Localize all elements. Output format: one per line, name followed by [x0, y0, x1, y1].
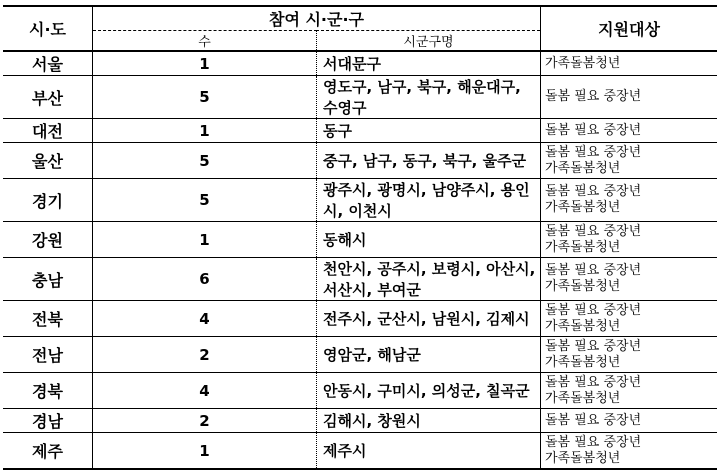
cities-cell: 동해시	[317, 222, 541, 258]
support-cell	[541, 76, 718, 119]
region-cell: 경남	[3, 409, 93, 433]
region-cell: 전북	[3, 301, 93, 337]
support-cell	[541, 119, 718, 143]
support-cell	[541, 433, 718, 470]
support-target: 돌봄 필요 중장년	[545, 302, 642, 318]
support-cell	[541, 51, 718, 76]
region-cell: 경북	[3, 373, 93, 409]
region-cell: 부산	[3, 76, 93, 119]
cities-cell: 동구	[317, 119, 541, 143]
count-cell: 1	[93, 433, 317, 470]
support-target: 가족돌봄청년	[545, 354, 621, 370]
region-cell: 전남	[3, 337, 93, 373]
support-cell	[541, 301, 718, 337]
support-target: 돌봄 필요 중장년	[545, 412, 642, 428]
table-row	[3, 119, 717, 143]
region-cell: 대전	[3, 119, 93, 143]
count-cell: 1	[93, 119, 317, 143]
support-target: 가족돌봄청년	[545, 450, 621, 466]
table-row	[3, 51, 717, 76]
support-target: 가족돌봄청년	[545, 55, 621, 71]
count-cell: 4	[93, 301, 317, 337]
support-target: 돌봄 필요 중장년	[545, 434, 642, 450]
table-row	[3, 76, 717, 119]
header-participation: 참여 시·군·구	[93, 6, 541, 31]
support-target: 돌봄 필요 중장년	[545, 223, 642, 239]
support-target: 가족돌봄청년	[545, 318, 621, 334]
header-region: 시·도	[3, 6, 93, 51]
region-cell: 서울	[3, 51, 93, 76]
cities-cell: 전주시, 군산시, 남원시, 김제시	[317, 301, 541, 337]
count-cell: 1	[93, 51, 317, 76]
count-cell: 2	[93, 337, 317, 373]
table-row	[3, 373, 717, 409]
cities-cell: 김해시, 창원시	[317, 409, 541, 433]
table-row	[3, 143, 717, 179]
cities-cell: 천안시, 공주시, 보령시, 아산시, 서산시, 부여군	[317, 258, 541, 301]
cities-cell: 서대문구	[317, 51, 541, 76]
cities-cell: 제주시	[317, 433, 541, 470]
support-target: 가족돌봄청년	[545, 390, 621, 406]
count-cell: 5	[93, 76, 317, 119]
table-row	[3, 222, 717, 258]
support-cell	[541, 373, 718, 409]
support-target: 가족돌봄청년	[545, 239, 621, 255]
support-target: 돌봄 필요 중장년	[545, 263, 642, 278]
header-count: 수	[93, 31, 317, 52]
support-cell	[541, 337, 718, 373]
cities-cell: 영암군, 해남군	[317, 337, 541, 373]
support-cell	[541, 143, 718, 179]
table-row	[3, 179, 717, 222]
header-support: 지원대상	[541, 6, 718, 51]
support-target: 돌봄 필요 중장년	[545, 338, 642, 354]
support-target: 돌봄 필요 중장년	[545, 89, 642, 104]
support-target: 돌봄 필요 중장년	[545, 144, 642, 160]
count-cell: 1	[93, 222, 317, 258]
table-body	[3, 51, 717, 469]
region-cell: 경기	[3, 179, 93, 222]
header-names: 시군구명	[317, 31, 541, 52]
cities-cell: 광주시, 광명시, 남양주시, 용인시, 이천시	[317, 179, 541, 222]
count-cell: 6	[93, 258, 317, 301]
table-row	[3, 337, 717, 373]
table-row	[3, 409, 717, 433]
cities-cell: 영도구, 남구, 북구, 해운대구, 수영구	[317, 76, 541, 119]
count-cell: 5	[93, 179, 317, 222]
count-cell: 5	[93, 143, 317, 179]
support-cell	[541, 179, 718, 222]
cities-cell: 안동시, 구미시, 의성군, 칠곡군	[317, 373, 541, 409]
participation-table	[3, 5, 717, 470]
region-cell: 강원	[3, 222, 93, 258]
support-cell	[541, 222, 718, 258]
table-row	[3, 301, 717, 337]
support-target: 가족돌봄청년	[545, 279, 621, 294]
region-cell: 충남	[3, 258, 93, 301]
region-cell: 제주	[3, 433, 93, 470]
count-cell: 4	[93, 373, 317, 409]
support-target: 돌봄 필요 중장년	[545, 122, 642, 138]
table-row	[3, 433, 717, 470]
support-target: 돌봄 필요 중장년	[545, 374, 642, 390]
cities-cell: 중구, 남구, 동구, 북구, 울주군	[317, 143, 541, 179]
table-row	[3, 258, 717, 301]
support-cell	[541, 258, 718, 301]
count-cell: 2	[93, 409, 317, 433]
support-target: 돌봄 필요 중장년	[545, 184, 642, 199]
support-target: 가족돌봄청년	[545, 200, 621, 215]
region-cell: 울산	[3, 143, 93, 179]
support-target: 가족돌봄청년	[545, 160, 621, 176]
support-cell	[541, 409, 718, 433]
